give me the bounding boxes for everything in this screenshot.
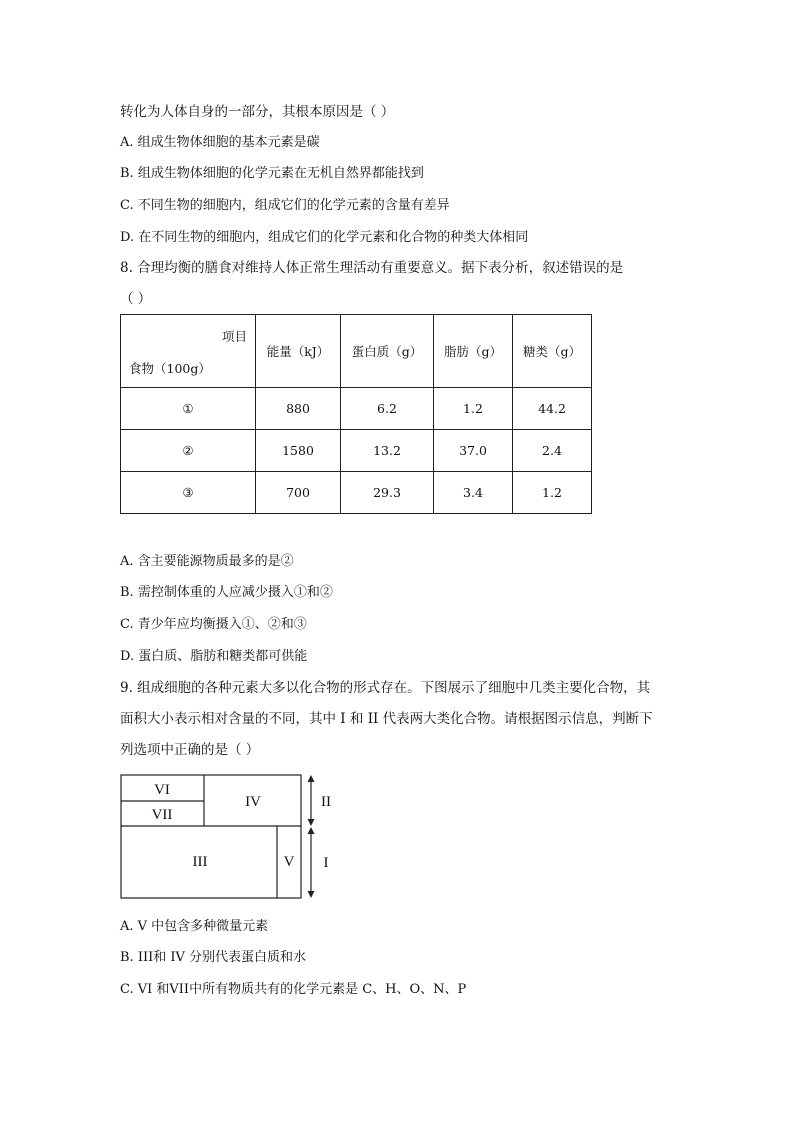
table-corner-cell (121, 315, 256, 388)
q9-option-c: C. VI 和VII中所有物质共有的化学元素是 C、H、O、N、P (120, 982, 467, 997)
table-cell: 700 (256, 472, 341, 514)
table-cell: 6.2 (341, 388, 434, 430)
table-cell: 44.2 (513, 388, 592, 430)
q8-option-b: B. 需控制体重的人应减少摄入①和② (120, 585, 333, 600)
intro-line: 转化为人体自身的一部分，其根本原因是（ ） (120, 104, 395, 120)
table-cell: 29.3 (341, 472, 434, 514)
q9-stem-line2: 面积大小表示相对含量的不同，其中 I 和 II 代表两大类化合物。请根据图示信息，判断下 (120, 711, 653, 727)
box-label-v: V (283, 854, 295, 870)
q7-option-a: A. 组成生物体细胞的基本元素是碳 (120, 135, 320, 150)
q8-option-a: A. 含主要能源物质最多的是② (120, 554, 294, 569)
header-energy: 能量（kJ） (256, 315, 341, 388)
table-cell: 1.2 (434, 388, 513, 430)
food-label: ③ (121, 472, 256, 514)
q7-option-d: D. 在不同生物的细胞内，组成它们的化学元素和化合物的种类大体相同 (120, 230, 529, 245)
outer-box (121, 775, 301, 898)
box-label-vii: VII (151, 807, 173, 823)
q9-option-a: A. V 中包含多种微量元素 (120, 919, 269, 934)
table-cell: 880 (256, 388, 341, 430)
table-cell: 13.2 (341, 430, 434, 472)
table-cell: 2.4 (513, 430, 592, 472)
food-table (120, 314, 592, 514)
table-cell: 1580 (256, 430, 341, 472)
bracket-label-i: I (323, 855, 329, 871)
q7-option-b: B. 组成生物体细胞的化学元素在无机自然界都能找到 (120, 166, 424, 181)
q8-stem-line2: （ ） (120, 291, 152, 307)
header-fat: 脂肪（g） (434, 315, 513, 388)
table-cell: 3.4 (434, 472, 513, 514)
q9-stem-line3: 列选项中正确的是（ ） (120, 742, 260, 758)
q7-option-c: C. 不同生物的细胞内，组成它们的化学元素的含量有差异 (120, 198, 450, 213)
q8-option-d: D. 蛋白质、脂肪和糖类都可供能 (120, 649, 308, 664)
food-label: ① (121, 388, 256, 430)
box-label-iii: III (192, 854, 208, 870)
table-row (121, 430, 592, 472)
compound-area-diagram (120, 774, 340, 902)
q9-option-b: B. III和 IV 分别代表蛋白质和水 (120, 950, 307, 965)
table-cell: 37.0 (434, 430, 513, 472)
table-row (121, 388, 592, 430)
table-header-row (121, 315, 592, 388)
q8-stem-line1: 8. 合理均衡的膳食对维持人体正常生理活动有重要意义。据下表分析，叙述错误的是 (120, 260, 624, 276)
bracket-label-ii: II (321, 794, 331, 810)
header-protein: 蛋白质（g） (341, 315, 434, 388)
q8-option-c: C. 青少年应均衡摄入①、②和③ (120, 617, 307, 632)
table-row (121, 472, 592, 514)
box-label-iv: IV (245, 794, 261, 810)
header-sugar: 糖类（g） (513, 315, 592, 388)
corner-top-label: 项目 (221, 329, 247, 344)
corner-bottom-label: 食物（100g） (129, 361, 211, 376)
table-cell: 1.2 (513, 472, 592, 514)
box-label-vi: VI (154, 782, 170, 798)
q9-stem-line1: 9. 组成细胞的各种元素大多以化合物的形式存在。下图展示了细胞中几类主要化合物，其 (120, 680, 651, 696)
food-label: ② (121, 430, 256, 472)
